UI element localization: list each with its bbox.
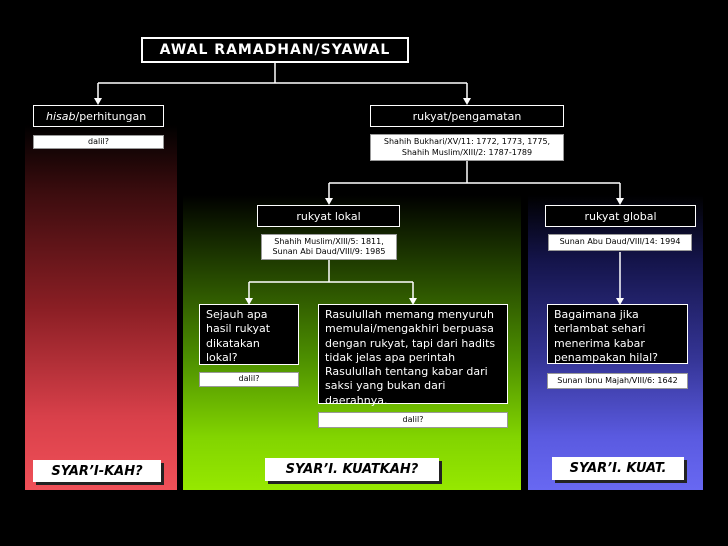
arrowhead	[94, 98, 102, 105]
lokal-question-right-text: Rasulullah memang menyuruh memulai/mengakhiri berpuasa dengan rukyat, tapi dari hadits tidak jelas apa perintah Rasulullah tentang kabar dari saksi yang bukan dari daerahnya.	[325, 308, 496, 407]
rukyat-ref-line1: Shahih Bukhari/XV/11: 1772, 1773, 1775,	[383, 137, 551, 147]
hisab-label-italic: hisab	[46, 109, 76, 123]
rukyat-label: rukyat/pengamatan	[412, 109, 522, 123]
arrowhead	[325, 198, 333, 205]
connector-rukyat	[329, 161, 620, 200]
global-ref	[548, 234, 692, 251]
lokal-ref-line1: Shahih Muslim/XIII/5: 1811,	[274, 236, 384, 246]
connector-lokal	[249, 260, 413, 300]
lokal-question-right	[318, 304, 508, 407]
global-conclusion	[552, 457, 684, 480]
page-title-text: AWAL RAMADHAN/SYAWAL	[159, 42, 391, 58]
global-label: rukyat global	[584, 209, 657, 223]
global-ref-text: Sunan Abu Daud/VIII/14: 1994	[559, 237, 681, 247]
arrowhead	[616, 198, 624, 205]
rukyat-box	[370, 105, 564, 127]
lokal-dalil-right	[318, 412, 508, 428]
lokal-ref-line2: Sunan Abi Daud/VIII/9: 1985	[272, 247, 386, 256]
lokal-question-left-text: Sejauh apa hasil rukyat dikatakan lokal?	[206, 308, 271, 364]
arrowhead	[463, 98, 471, 105]
hisab-conclusion	[33, 460, 161, 482]
lokal-dalil-left	[199, 372, 299, 387]
hisab-conclusion-text: SYAR’I-KAH?	[51, 463, 143, 479]
connector-group	[98, 62, 620, 300]
hisab-label-rest: /perhitungan	[75, 109, 147, 123]
lokal-dalil-right-text: dalil?	[402, 414, 424, 424]
global-ref2	[547, 373, 688, 389]
page-title	[141, 37, 409, 63]
hisab-dalil	[33, 135, 164, 149]
lokal-label: rukyat lokal	[296, 209, 361, 223]
arrowheads	[94, 98, 624, 305]
lokal-ref	[261, 234, 397, 260]
rukyat-ref	[370, 134, 564, 161]
global-question	[547, 304, 688, 364]
lokal-dalil-left-text: dalil?	[238, 374, 260, 384]
rukyat-ref-line2: Shahih Muslim/XIII/2: 1787-1789	[401, 147, 533, 157]
connector-title	[98, 62, 467, 100]
hisab-dalil-text: dalil?	[88, 136, 109, 146]
lokal-question-left	[199, 304, 299, 365]
lokal-conclusion-text: SYAR’I. KUATKAH?	[285, 462, 419, 477]
global-conclusion-text: SYAR’I. KUAT.	[569, 461, 667, 476]
global-ref2-text: Sunan Ibnu Majah/VIII/6: 1642	[557, 375, 678, 385]
global-box	[545, 205, 696, 227]
lokal-box	[257, 205, 400, 227]
lokal-conclusion	[265, 458, 439, 481]
global-question-text: Bagaimana jika terlambat sehari menerima kabar penampakan hilal?	[554, 308, 659, 364]
hisab-box	[33, 105, 164, 127]
